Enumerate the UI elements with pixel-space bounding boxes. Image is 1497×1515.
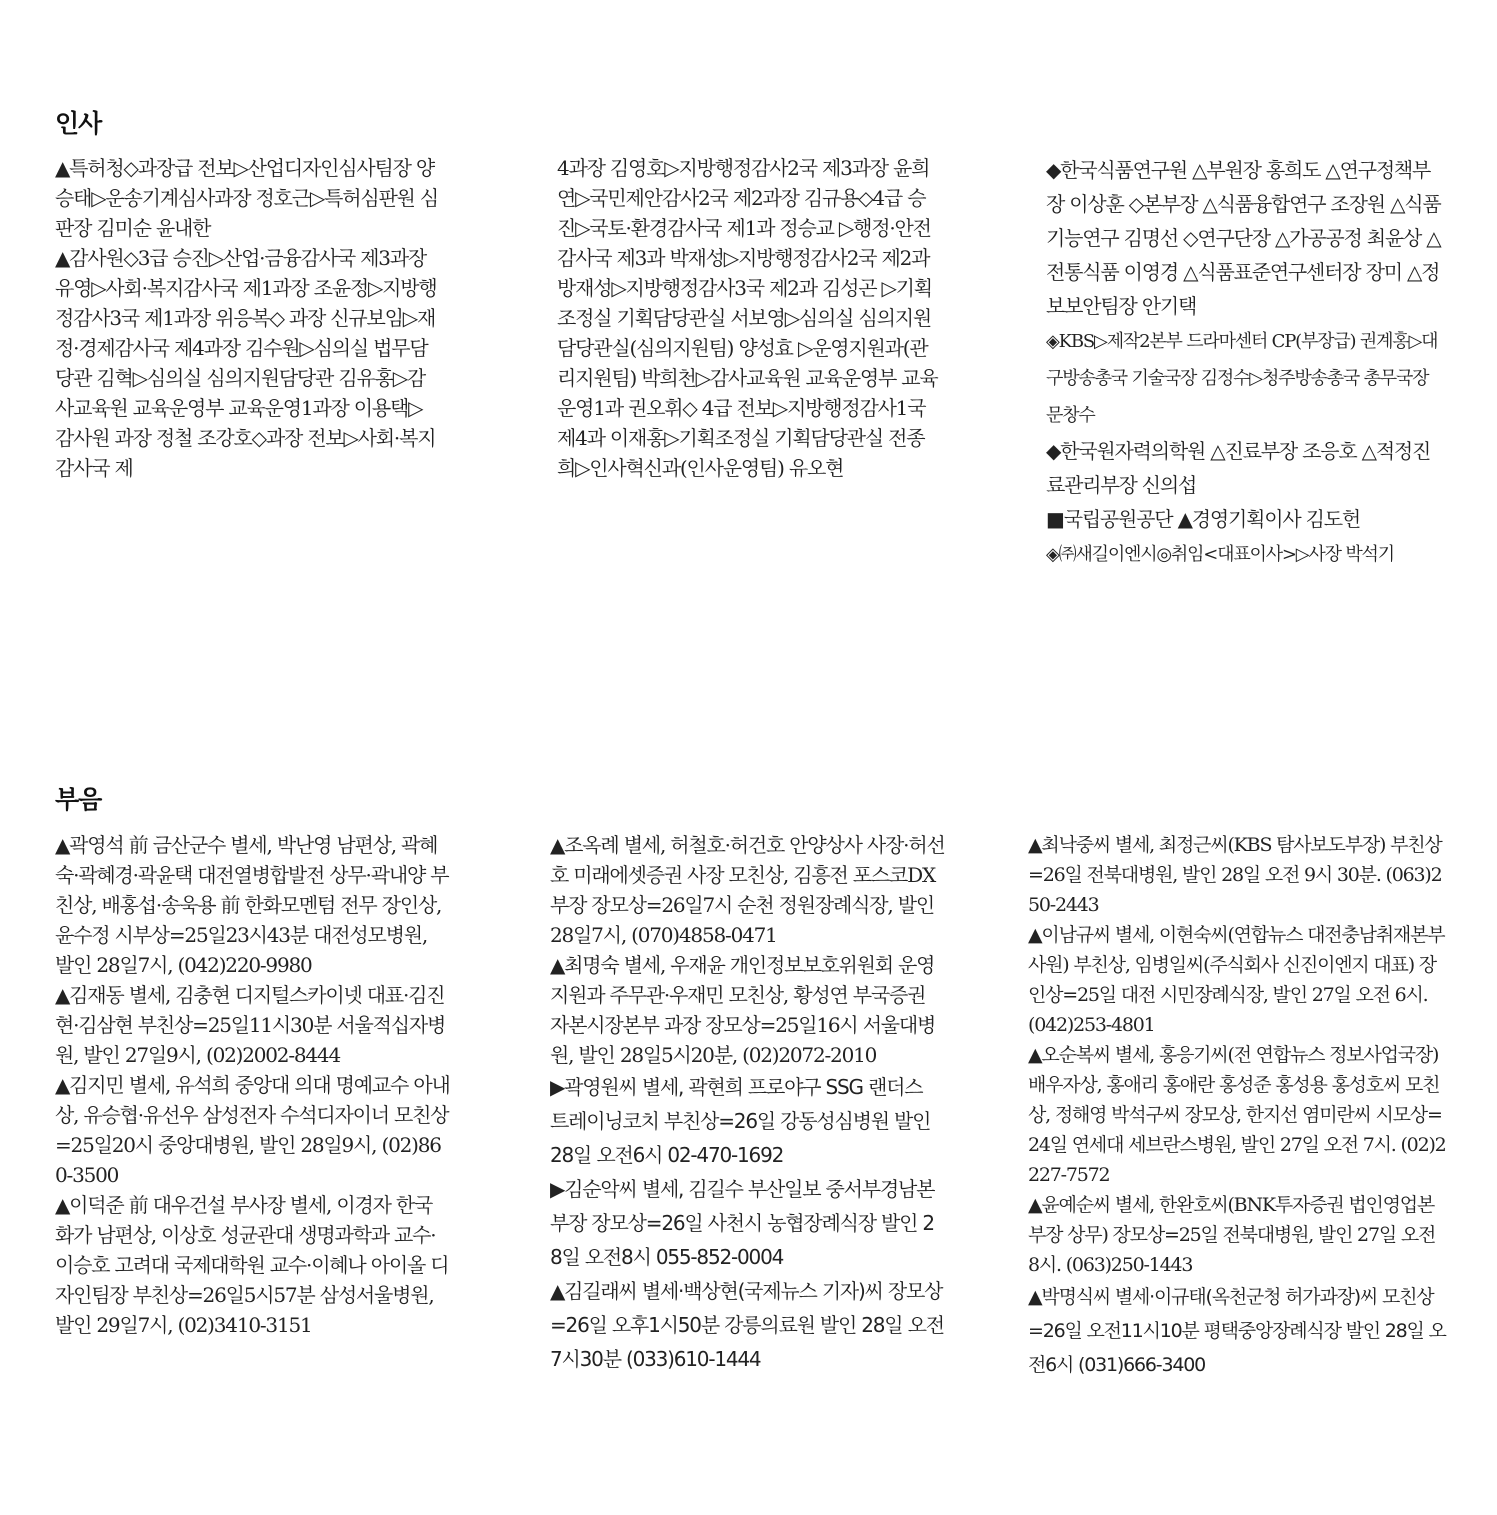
bueum-entry: ▶김순악씨 별세, 김길수 부산일보 중서부경남본부장 장모상=26일 사천시 농협장례식장 발인 28일 오전8시 055-852-0004 (550, 1177, 935, 1269)
insa-entry: 4과장 김영호▷지방행정감사2국 제3과장 윤희연▷국민제안감사2국 제2과장 김규용◇4급 승진▷국토·환경감사국 제1과 정승교 ▷행정·안전감사국 제3과 박재성▷지방행정감사2국 제2과 방재성▷지방행정감사3국 제2과 김성곤 ▷기획조정실 기획담당관실 서보영▷심의실 심의지원담당관실(심의지원팀) 양성효 ▷운영지원과(관리지원팀) 박희천▷감사교육원 교육운영부 교육운영1과 권오휘◇ 4급 전보▷지방행정감사1국 제4과 이재홍▷기획조정실 기획담당관실 전종희▷인사혁신과(인사운영팀) 유오현 (557, 156, 938, 480)
insa-column-1 (55, 153, 440, 483)
bueum-entry: ▶곽영원씨 별세, 곽현희 프로야구 SSG 랜더스 트레이닝코치 부친상=26일 강동성심병원 발인 28일 오전6시 02-470-1692 (550, 1075, 931, 1167)
insa-entry: ◈KBS▷제작2본부 드라마센터 CP(부장급) 권계홍▷대구방송총국 기술국장 김정수▷청주방송총국 총무국장 문창수 (1046, 331, 1438, 426)
bueum-column-1 (55, 830, 450, 1340)
bueum-entry: ▲윤예순씨 별세, 한완호씨(BNK투자증권 법인영업본부장 상무) 장모상=25일 전북대병원, 발인 27일 오전 8시. (063)250-1443 (1028, 1194, 1436, 1276)
section-title-insa: 인사 (55, 109, 102, 138)
bueum-entry: ▲박명식씨 별세·이규태(옥천군청 허가과장)씨 모친상=26일 오전11시10분 평택중앙장례식장 발인 28일 오전6시 (031)666-3400 (1028, 1286, 1446, 1376)
bueum-entry: ▲이덕준 前 대우건설 부사장 별세, 이경자 한국화가 남편상, 이상호 성균관대 생명과학과 교수·이승호 고려대 국제대학원 교수·이혜나 아이올 디자인팀장 부친상=26일5시57분 삼성서울병원, 발인 29일7시, (02)3410-3151 (55, 1193, 449, 1337)
bueum-entry: ▲조옥례 별세, 허철호·허건호 안양상사 사장·허선호 미래에셋증권 사장 모친상, 김흥전 포스코DX 부장 장모상=26일7시 순천 정원장례식장, 발인 28일7시, (070)4858-0471 (550, 833, 945, 947)
bueum-column-2 (550, 830, 945, 1376)
bueum-entry: ▲김길래씨 별세·백상현(국제뉴스 기자)씨 장모상=26일 오후1시50분 강릉의료원 발인 28일 오전7시30분 (033)610-1444 (550, 1279, 944, 1371)
bueum-entry: ▲김재동 별세, 김충현 디지털스카이넷 대표·김진현·김삼현 부친상=25일11시30분 서울적십자병원, 발인 27일9시, (02)2002-8444 (55, 983, 446, 1067)
insa-entry: ▲감사원◇3급 승진▷산업·금융감사국 제3과장 유영▷사회·복지감사국 제1과장 조윤정▷지방행정감사3국 제1과장 위응복◇ 과장 신규보임▷재정·경제감사국 제4과장 김수원▷심의실 법무담당관 김혁▷심의실 심의지원담당관 김유홍▷감사교육원 교육운영부 교육운영1과장 이용택▷감사원 과장 정철 조강호◇과장 전보▷사회·복지감사국 제 (55, 246, 437, 480)
insa-column-3 (1046, 153, 1446, 573)
bueum-entry: ▲최명숙 별세, 우재윤 개인정보보호위원회 운영지원과 주무관·우재민 모친상, 황성연 부국증권 자본시장본부 과장 장모상=25일16시 서울대병원, 발인 28일5시20분, (02)2072-2010 (550, 953, 936, 1067)
insa-column-2 (557, 153, 942, 483)
bueum-entry: ▲이남규씨 별세, 이현숙씨(연합뉴스 대전충남취재본부 사원) 부친상, 임병일씨(주식회사 신진이엔지 대표) 장인상=25일 대전 시민장례식장, 발인 27일 오전 6시. (042)253-4801 (1028, 924, 1445, 1036)
insa-entry: ◆한국원자력의학원 △진료부장 조응호 △적정진료관리부장 신의섭 (1046, 439, 1431, 497)
insa-entry: ◈㈜새길이엔시◎취임<대표이사>▷사장 박석기 (1046, 544, 1394, 565)
bueum-entry: ▲김지민 별세, 유석희 중앙대 의대 명예교수 아내상, 유승협·유선우 삼성전자 수석디자이너 모친상=25일20시 중앙대병원, 발인 28일9시, (02)860-3500 (55, 1073, 450, 1187)
insa-entry: ■국립공원공단 ▲경영기획이사 김도헌 (1046, 507, 1360, 531)
bueum-entry: ▲최낙중씨 별세, 최정근씨(KBS 탐사보도부장) 부친상=26일 전북대병원, 발인 28일 오전 9시 30분. (063)250-2443 (1028, 834, 1442, 916)
bueum-entry: ▲곽영석 前 금산군수 별세, 박난영 남편상, 곽혜숙·곽혜경·곽윤택 대전열병합발전 상무·곽내양 부친상, 배홍섭·송욱용 前 한화모멘텀 전무 장인상, 윤수정 시부상=25일23시43분 대전성모병원, 발인 28일7시, (042)220-9980 (55, 833, 449, 977)
insa-entry: ◆한국식품연구원 △부원장 홍희도 △연구정책부장 이상훈 ◇본부장 △식품융합연구 조장원 △식품기능연구 김명선 ◇연구단장 △가공공정 최윤상 △전통식품 이영경 △식품표준연구센터장 장미 △정보보안팀장 안기택 (1046, 158, 1441, 318)
bueum-column-3 (1028, 830, 1446, 1382)
section-title-bueum: 부음 (55, 785, 102, 814)
insa-entry: ▲특허청◇과장급 전보▷산업디자인심사팀장 양승태▷운송기계심사과장 정호근▷특허심판원 심판장 김미순 윤내한 (55, 156, 438, 240)
bueum-entry: ▲오순복씨 별세, 홍응기씨(전 연합뉴스 정보사업국장) 배우자상, 홍애리 홍애란 홍성준 홍성용 홍성호씨 모친상, 정해영 박석구씨 장모상, 한지선 염미란씨 시모상=24일 연세대 세브란스병원, 발인 27일 오전 7시. (02)2227-7572 (1028, 1044, 1446, 1186)
